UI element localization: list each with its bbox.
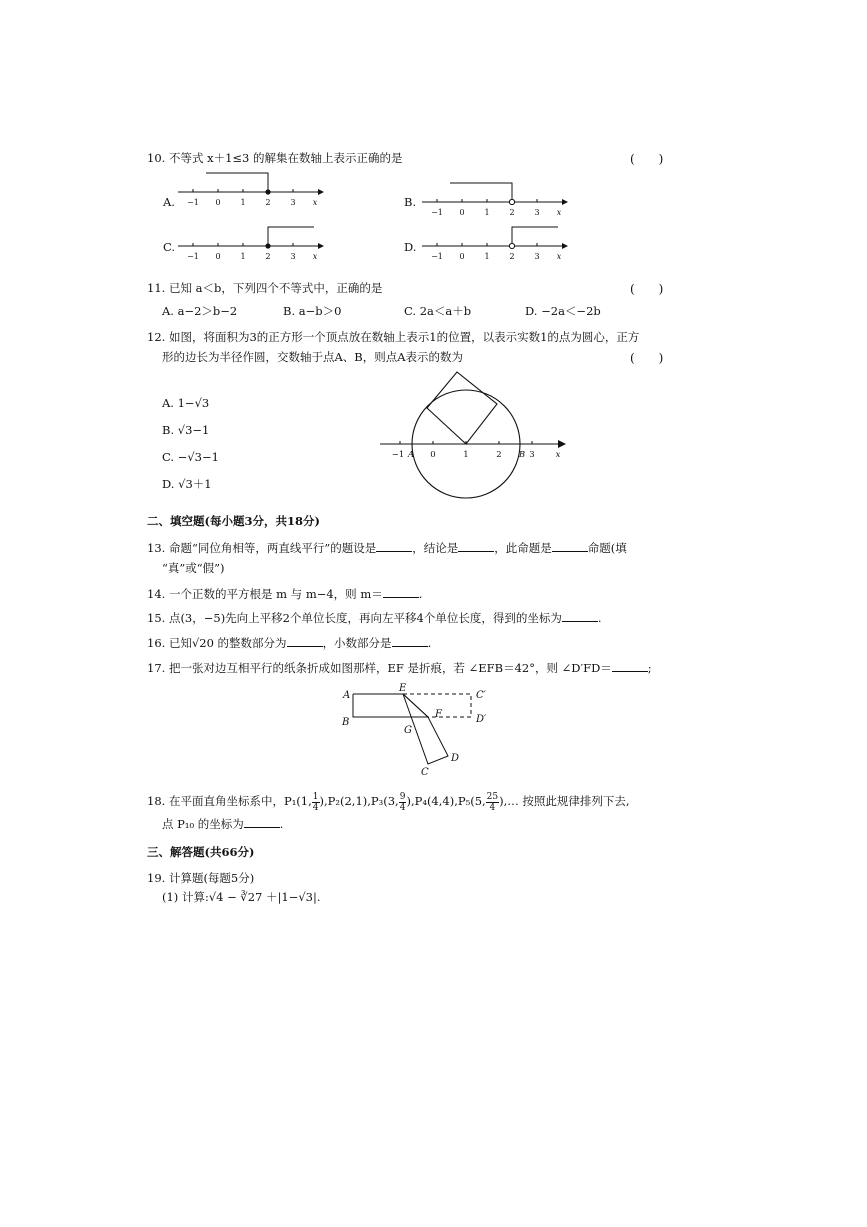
q12-label-1: 1 bbox=[463, 450, 469, 460]
q17-label-a: A bbox=[343, 690, 351, 701]
q12-label-2: 2 bbox=[496, 450, 502, 460]
q17-label-e: E bbox=[399, 683, 407, 694]
answer-blank[interactable] bbox=[383, 587, 419, 598]
q12-answer-paren: ( ) bbox=[630, 351, 664, 365]
q18-lead: 18. 在平面直角坐标系中， bbox=[147, 794, 284, 808]
q12-label-3: 3 bbox=[529, 450, 535, 460]
q12-option-d: D. √3＋1 bbox=[162, 477, 212, 491]
q12-label-b: B bbox=[518, 450, 526, 460]
q18-p1-post: ),P₂(2,1),P₃(3, bbox=[319, 794, 399, 808]
tick-label: −1 bbox=[187, 252, 199, 261]
q18-p1-fraction bbox=[312, 792, 320, 813]
q11-option-d: D. −2a＜−2b bbox=[525, 304, 601, 318]
q11-option-a: A. a−2＞b−2 bbox=[162, 304, 238, 318]
answer-blank[interactable] bbox=[287, 636, 323, 647]
q17-folded-strip-figure bbox=[338, 682, 494, 782]
axis-label: x bbox=[312, 252, 318, 261]
tick-label: 1 bbox=[484, 208, 490, 217]
q17-label-f: F bbox=[435, 709, 442, 720]
q12-option-a: A. 1−√3 bbox=[162, 396, 210, 410]
q17-label-d-prime: D′ bbox=[476, 714, 487, 725]
q11-option-c: C. 2a＜a＋b bbox=[404, 304, 472, 318]
tick-label: 3 bbox=[290, 198, 296, 207]
numerator: 1 bbox=[312, 791, 319, 802]
q12-option-b: B. √3−1 bbox=[162, 423, 210, 437]
q19-title: 19. 计算题(每题5分) bbox=[147, 871, 255, 885]
tick-label: 3 bbox=[534, 252, 540, 261]
q18-line2-text: 点 P₁₀ 的坐标为 bbox=[162, 817, 244, 831]
q10-stem: 10. 不等式 x＋1≤3 的解集在数轴上表示正确的是 bbox=[147, 151, 403, 165]
q16-text-3: . bbox=[427, 636, 432, 650]
tick-label: 2 bbox=[265, 252, 271, 261]
numerator: 25 bbox=[486, 791, 499, 802]
q10-option-a-label: A. bbox=[163, 195, 175, 209]
q15-text-2: . bbox=[597, 611, 602, 625]
q13-text-4: 命题(填 bbox=[587, 541, 627, 555]
q18-p3-post: ),P₄(4,4),P₅(5, bbox=[406, 794, 486, 808]
q16-text-1: 16. 已知√20 的整数部分为 bbox=[147, 636, 287, 650]
q12-label-0: 0 bbox=[430, 450, 436, 460]
q17-text-1: 17. 把一张对边互相平行的纸条折成如图那样，EF 是折痕，若 ∠EFB＝42°，则 ∠D′FD＝ bbox=[147, 661, 612, 675]
axis-label: x bbox=[312, 198, 318, 207]
tick-label: 2 bbox=[509, 252, 515, 261]
q13-text-2: ，结论是 bbox=[412, 541, 459, 555]
answer-blank[interactable] bbox=[612, 661, 648, 672]
q15 bbox=[147, 611, 601, 625]
tick-label: 3 bbox=[290, 252, 296, 261]
tick-label: 0 bbox=[215, 252, 221, 261]
numerator: 9 bbox=[399, 791, 406, 802]
tick-label: −1 bbox=[431, 252, 443, 261]
section2-title: 二、填空题(每小题3分，共18分) bbox=[147, 514, 320, 528]
q12-label-a: A bbox=[407, 450, 415, 460]
q15-text-1: 15. 点(3，−5)先向上平移2个单位长度，再向左平移4个单位长度，得到的坐标为 bbox=[147, 611, 562, 625]
q18-line2 bbox=[162, 817, 283, 831]
q18-p1-pre: P₁(1, bbox=[283, 794, 312, 808]
answer-blank[interactable] bbox=[458, 541, 494, 552]
q18-p5-post: ),… 按照此规律排列下去, bbox=[499, 794, 630, 808]
q17-label-c: C bbox=[421, 767, 429, 778]
tick-label: 3 bbox=[534, 208, 540, 217]
q17-label-b: B bbox=[342, 717, 350, 728]
q10-number-line-d bbox=[420, 222, 570, 266]
q11-stem: 11. 已知 a＜b，下列四个不等式中，正确的是 bbox=[147, 281, 383, 295]
tick-label: 2 bbox=[265, 198, 271, 207]
q17-text-2: ; bbox=[647, 661, 652, 675]
tick-label: 0 bbox=[459, 208, 465, 217]
tick-label: 1 bbox=[240, 252, 246, 261]
q12-option-c: C. −√3−1 bbox=[162, 450, 219, 464]
q16 bbox=[147, 636, 431, 650]
q10-number-line-c bbox=[176, 222, 326, 266]
q10-answer-paren: ( ) bbox=[630, 152, 664, 166]
q13-line2: “真”或“假”) bbox=[162, 561, 225, 575]
answer-blank[interactable] bbox=[552, 541, 588, 552]
q13-text-3: ，此命题是 bbox=[494, 541, 552, 555]
q18-line2-end: . bbox=[279, 817, 284, 831]
answer-blank[interactable] bbox=[392, 636, 428, 647]
q19-sub1: (1) 计算:√4 − ∛27 ＋|1−√3|. bbox=[162, 890, 321, 904]
q17 bbox=[147, 661, 652, 675]
q10-option-c-label: C. bbox=[163, 240, 176, 254]
q11-answer-paren: ( ) bbox=[630, 282, 664, 296]
denominator: 4 bbox=[489, 802, 496, 813]
q14-text-2: . bbox=[418, 587, 423, 601]
q12-label-x: x bbox=[555, 450, 561, 460]
tick-label: −1 bbox=[431, 208, 443, 217]
q10-number-line-b bbox=[420, 178, 570, 222]
q10-option-d-label: D. bbox=[404, 240, 417, 254]
q16-text-2: ，小数部分是 bbox=[322, 636, 392, 650]
axis-label: x bbox=[556, 208, 562, 217]
q13-line1 bbox=[147, 541, 627, 555]
q13-text-1: 13. 命题“同位角相等，两直线平行”的题设是 bbox=[147, 541, 377, 555]
answer-blank[interactable] bbox=[244, 817, 280, 828]
q12-stem-line1: 12. 如图，将面积为3的正方形一个顶点放在数轴上表示1的位置，以表示实数1的点为圆心，正方 bbox=[147, 330, 640, 344]
q17-label-c-prime: C′ bbox=[476, 690, 486, 701]
q12-label-neg1: −1 bbox=[391, 450, 405, 460]
q17-label-d: D bbox=[451, 753, 460, 764]
q10-number-line-a bbox=[176, 168, 326, 212]
q11-option-b: B. a−b＞0 bbox=[283, 304, 342, 318]
q14-text-1: 14. 一个正数的平方根是 m 与 m−4，则 m＝ bbox=[147, 587, 383, 601]
q14 bbox=[147, 587, 422, 601]
q12-stem-line2: 形的边长为半径作圆，交数轴于点A、B，则点A表示的数为 bbox=[162, 350, 464, 364]
denominator: 4 bbox=[399, 802, 406, 813]
tick-label: 1 bbox=[240, 198, 246, 207]
section3-title: 三、解答题(共66分) bbox=[147, 845, 255, 859]
axis-label: x bbox=[556, 252, 562, 261]
tick-label: 0 bbox=[215, 198, 221, 207]
denominator: 4 bbox=[312, 802, 319, 813]
tick-label: 2 bbox=[509, 208, 515, 217]
tick-label: 1 bbox=[484, 252, 490, 261]
tick-label: −1 bbox=[187, 198, 199, 207]
q17-label-g: G bbox=[404, 725, 412, 736]
q10-option-b-label: B. bbox=[404, 195, 417, 209]
answer-blank[interactable] bbox=[562, 611, 598, 622]
q18-p5-fraction bbox=[486, 792, 499, 813]
answer-blank[interactable] bbox=[376, 541, 412, 552]
tick-label: 0 bbox=[459, 252, 465, 261]
q12-circle-figure bbox=[376, 366, 572, 500]
q18-line1 bbox=[147, 790, 630, 813]
